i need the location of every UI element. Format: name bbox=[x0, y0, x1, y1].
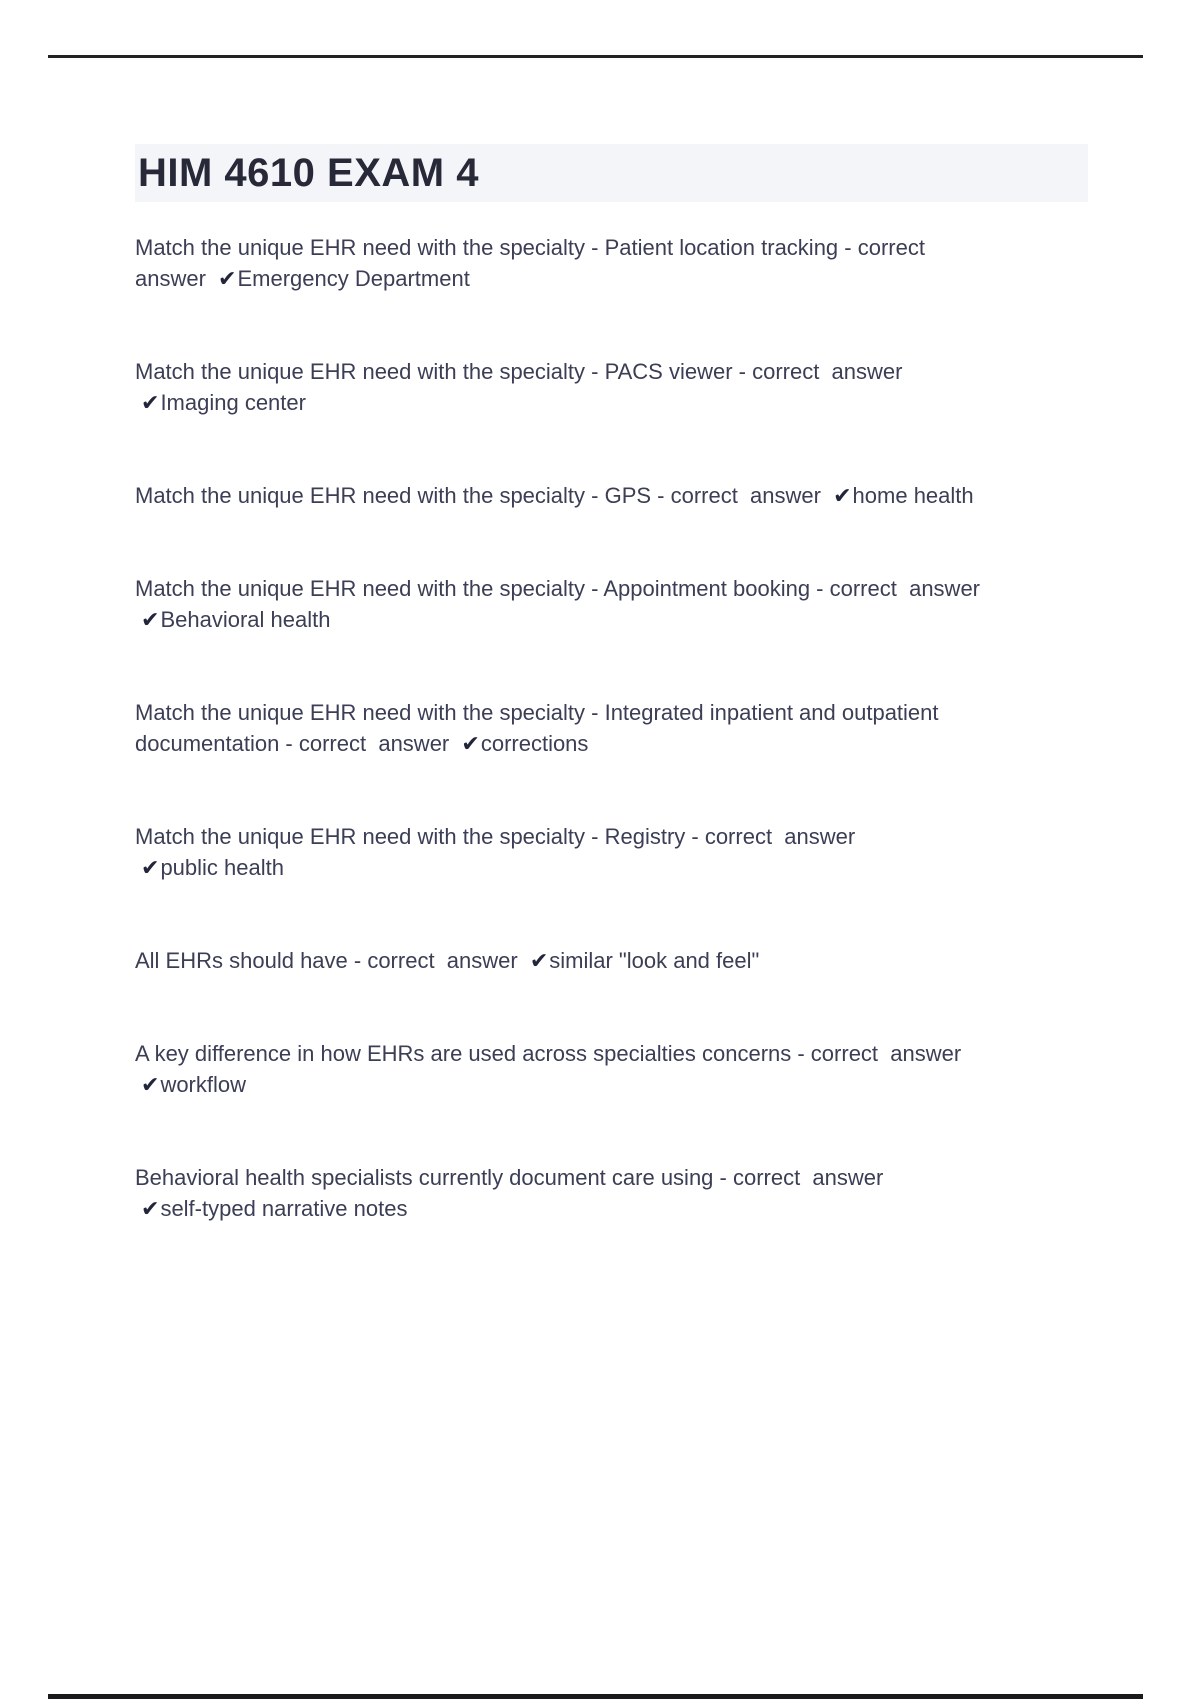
answer-text: Imaging center bbox=[160, 390, 306, 415]
answer bbox=[461, 728, 588, 759]
answer-text: self-typed narrative notes bbox=[160, 1196, 408, 1221]
question-text: Match the unique EHR need with the specialty - GPS - correct answer bbox=[135, 483, 821, 508]
answer-text: Emergency Department bbox=[237, 266, 470, 291]
question-text: Match the unique EHR need with the specialty - PACS viewer - correct answer bbox=[135, 359, 903, 384]
answer-text: home health bbox=[852, 483, 974, 508]
qa-item bbox=[135, 356, 1001, 418]
footer-rule bbox=[48, 1694, 1143, 1699]
answer-text: similar "look and feel" bbox=[549, 948, 760, 973]
qa-list bbox=[135, 232, 1001, 1224]
checkmark-icon: ✔ bbox=[141, 390, 160, 415]
answer-text: workflow bbox=[160, 1072, 247, 1097]
answer bbox=[530, 945, 759, 976]
checkmark-icon: ✔ bbox=[461, 731, 480, 756]
qa-item bbox=[135, 1162, 1001, 1224]
checkmark-icon: ✔ bbox=[141, 855, 160, 880]
qa-item bbox=[135, 821, 1001, 883]
answer bbox=[141, 604, 330, 635]
answer-text: Behavioral health bbox=[160, 607, 331, 632]
question-text: Match the unique EHR need with the specialty - Patient location tracking - correct answer bbox=[135, 235, 938, 291]
question-text: Match the unique EHR need with the specialty - Integrated inpatient and outpatient documentation - correct answer bbox=[135, 700, 945, 756]
answer bbox=[218, 263, 470, 294]
qa-item bbox=[135, 232, 1001, 294]
qa-item bbox=[135, 573, 1001, 635]
answer bbox=[141, 1069, 246, 1100]
checkmark-icon: ✔ bbox=[218, 266, 237, 291]
page-content bbox=[135, 144, 1095, 1286]
answer bbox=[833, 480, 974, 511]
checkmark-icon: ✔ bbox=[141, 1196, 160, 1221]
page-title: HIM 4610 EXAM 4 bbox=[135, 144, 1088, 202]
question-text: Match the unique EHR need with the specialty - Appointment booking - correct answer bbox=[135, 576, 981, 601]
answer bbox=[141, 1193, 407, 1224]
checkmark-icon: ✔ bbox=[141, 607, 160, 632]
answer-text: corrections bbox=[480, 731, 589, 756]
answer bbox=[141, 387, 306, 418]
checkmark-icon: ✔ bbox=[529, 948, 549, 973]
qa-item bbox=[135, 1038, 1001, 1100]
question-text: Behavioral health specialists currently document care using - correct answer bbox=[135, 1165, 884, 1190]
question-text: All EHRs should have - correct answer bbox=[135, 948, 518, 973]
answer-text: public health bbox=[160, 855, 284, 880]
question-text: A key difference in how EHRs are used across specialties concerns - correct answer bbox=[135, 1041, 962, 1066]
answer bbox=[141, 852, 284, 883]
qa-item bbox=[135, 945, 1001, 976]
question-text: Match the unique EHR need with the specialty - Registry - correct answer bbox=[135, 824, 856, 849]
checkmark-icon: ✔ bbox=[141, 1072, 160, 1097]
header-rule bbox=[48, 55, 1143, 58]
qa-item bbox=[135, 480, 1001, 511]
qa-item bbox=[135, 697, 1001, 759]
checkmark-icon: ✔ bbox=[833, 483, 852, 508]
